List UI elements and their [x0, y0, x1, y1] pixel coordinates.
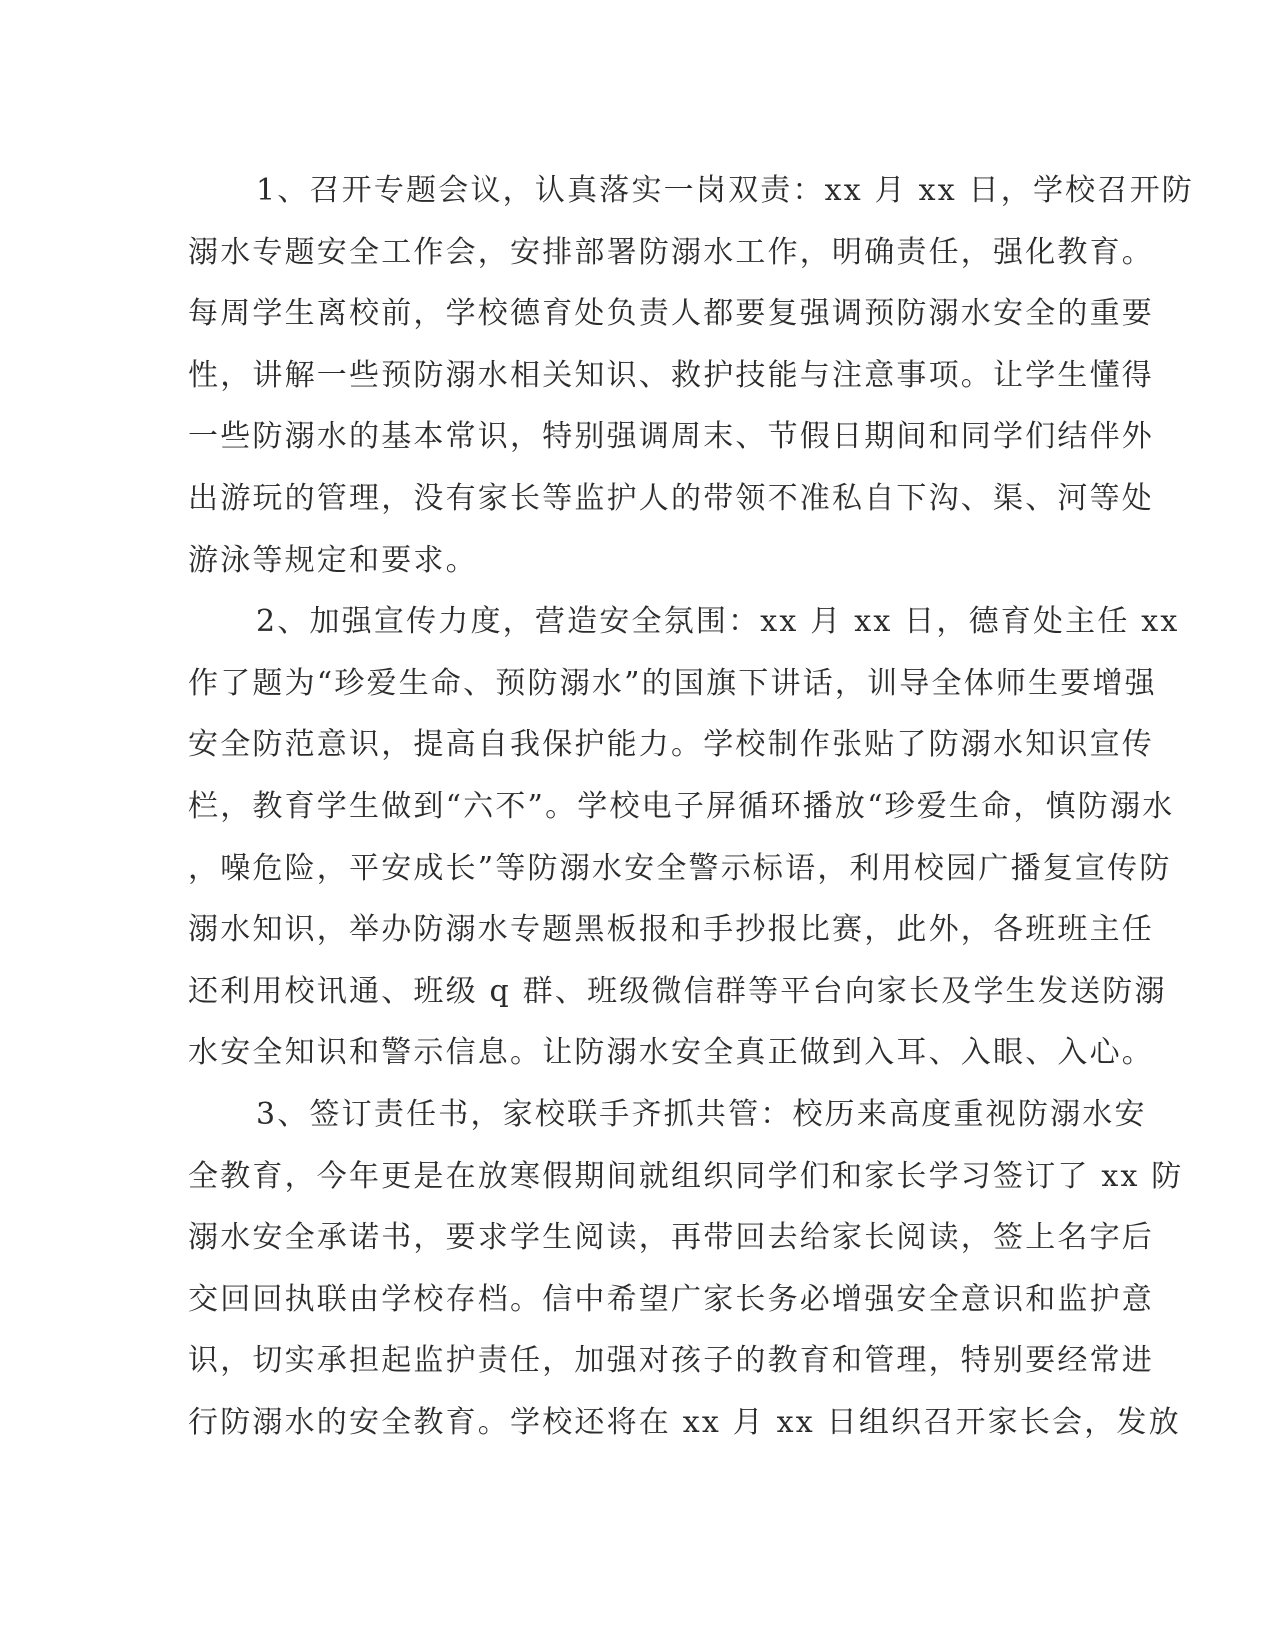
document-body — [188, 160, 1194, 1453]
paragraph-2-line-1: 2、加强宣传力度，营造安全氛围：xx 月 xx 日，德育处主任 xx — [256, 604, 1180, 640]
paragraph-2-line-8: 水安全知识和警示信息。让防溺水安全真正做到入耳、入眼、入心。 — [188, 1035, 1154, 1071]
paragraph-1-line-1: 1、召开专题会议，认真落实一岗双责：xx 月 xx 日，学校召开防 — [256, 173, 1194, 208]
paragraph-3-line-5: 识，切实承担起监护责任，加强对孩子的教育和管理，特别要经常进 — [188, 1343, 1154, 1379]
paragraph-3-line-2: 全教育，今年更是在放寒假期间就组织同学们和家长学习签订了 xx 防 — [188, 1158, 1184, 1194]
paragraph-1-line-7: 游泳等规定和要求。 — [188, 542, 478, 578]
paragraph-1-line-6: 出游玩的管理，没有家长等监护人的带领不准私自下沟、渠、河等处 — [188, 480, 1154, 516]
paragraph-2-line-6: 溺水知识，举办防溺水专题黑板报和手抄报比赛，此外，各班班主任 — [188, 912, 1154, 948]
paragraph-3-line-4: 交回回执联由学校存档。信中希望广家长务必增强安全意识和监护意 — [188, 1281, 1154, 1317]
paragraph-2-line-4: 栏，教育学生做到“六不”。学校电子屏循环播放“珍爱生命，慎防溺水 — [188, 788, 1175, 824]
paragraph-2-line-5: ，噪危险，平安成长”等防溺水安全警示标语，利用校园广播复宣传防 — [188, 850, 1172, 886]
paragraph-3-line-3: 溺水安全承诺书，要求学生阅读，再带回去给家长阅读，签上名字后 — [188, 1220, 1154, 1256]
paragraph-1-line-3: 每周学生离校前，学校德育处负责人都要复强调预防溺水安全的重要 — [188, 296, 1154, 332]
paragraph-1-line-5: 一些防溺水的基本常识，特别强调周末、节假日期间和同学们结伴外 — [188, 419, 1154, 455]
paragraph-3-line-1: 3、签订责任书，家校联手齐抓共管：校历来高度重视防溺水安 — [256, 1096, 1147, 1132]
paragraph-2-line-7: 还利用校讯通、班级 q 群、班级微信群等平台向家长及学生发送防溺 — [188, 973, 1167, 1009]
paragraph-2-line-3: 安全防范意识，提高自我保护能力。学校制作张贴了防溺水知识宣传 — [188, 727, 1154, 763]
paragraph-1-line-4: 性，讲解一些预防溺水相关知识、救护技能与注意事项。让学生懂得 — [188, 357, 1154, 393]
paragraph-2-line-2: 作了题为“珍爱生命、预防溺水”的国旗下讲话，训导全体师生要增强 — [188, 665, 1157, 701]
paragraph-3-line-6: 行防溺水的安全教育。学校还将在 xx 月 xx 日组织召开家长会，发放 — [188, 1404, 1181, 1440]
paragraph-1-line-2: 溺水专题安全工作会，安排部署防溺水工作，明确责任，强化教育。 — [188, 234, 1154, 270]
